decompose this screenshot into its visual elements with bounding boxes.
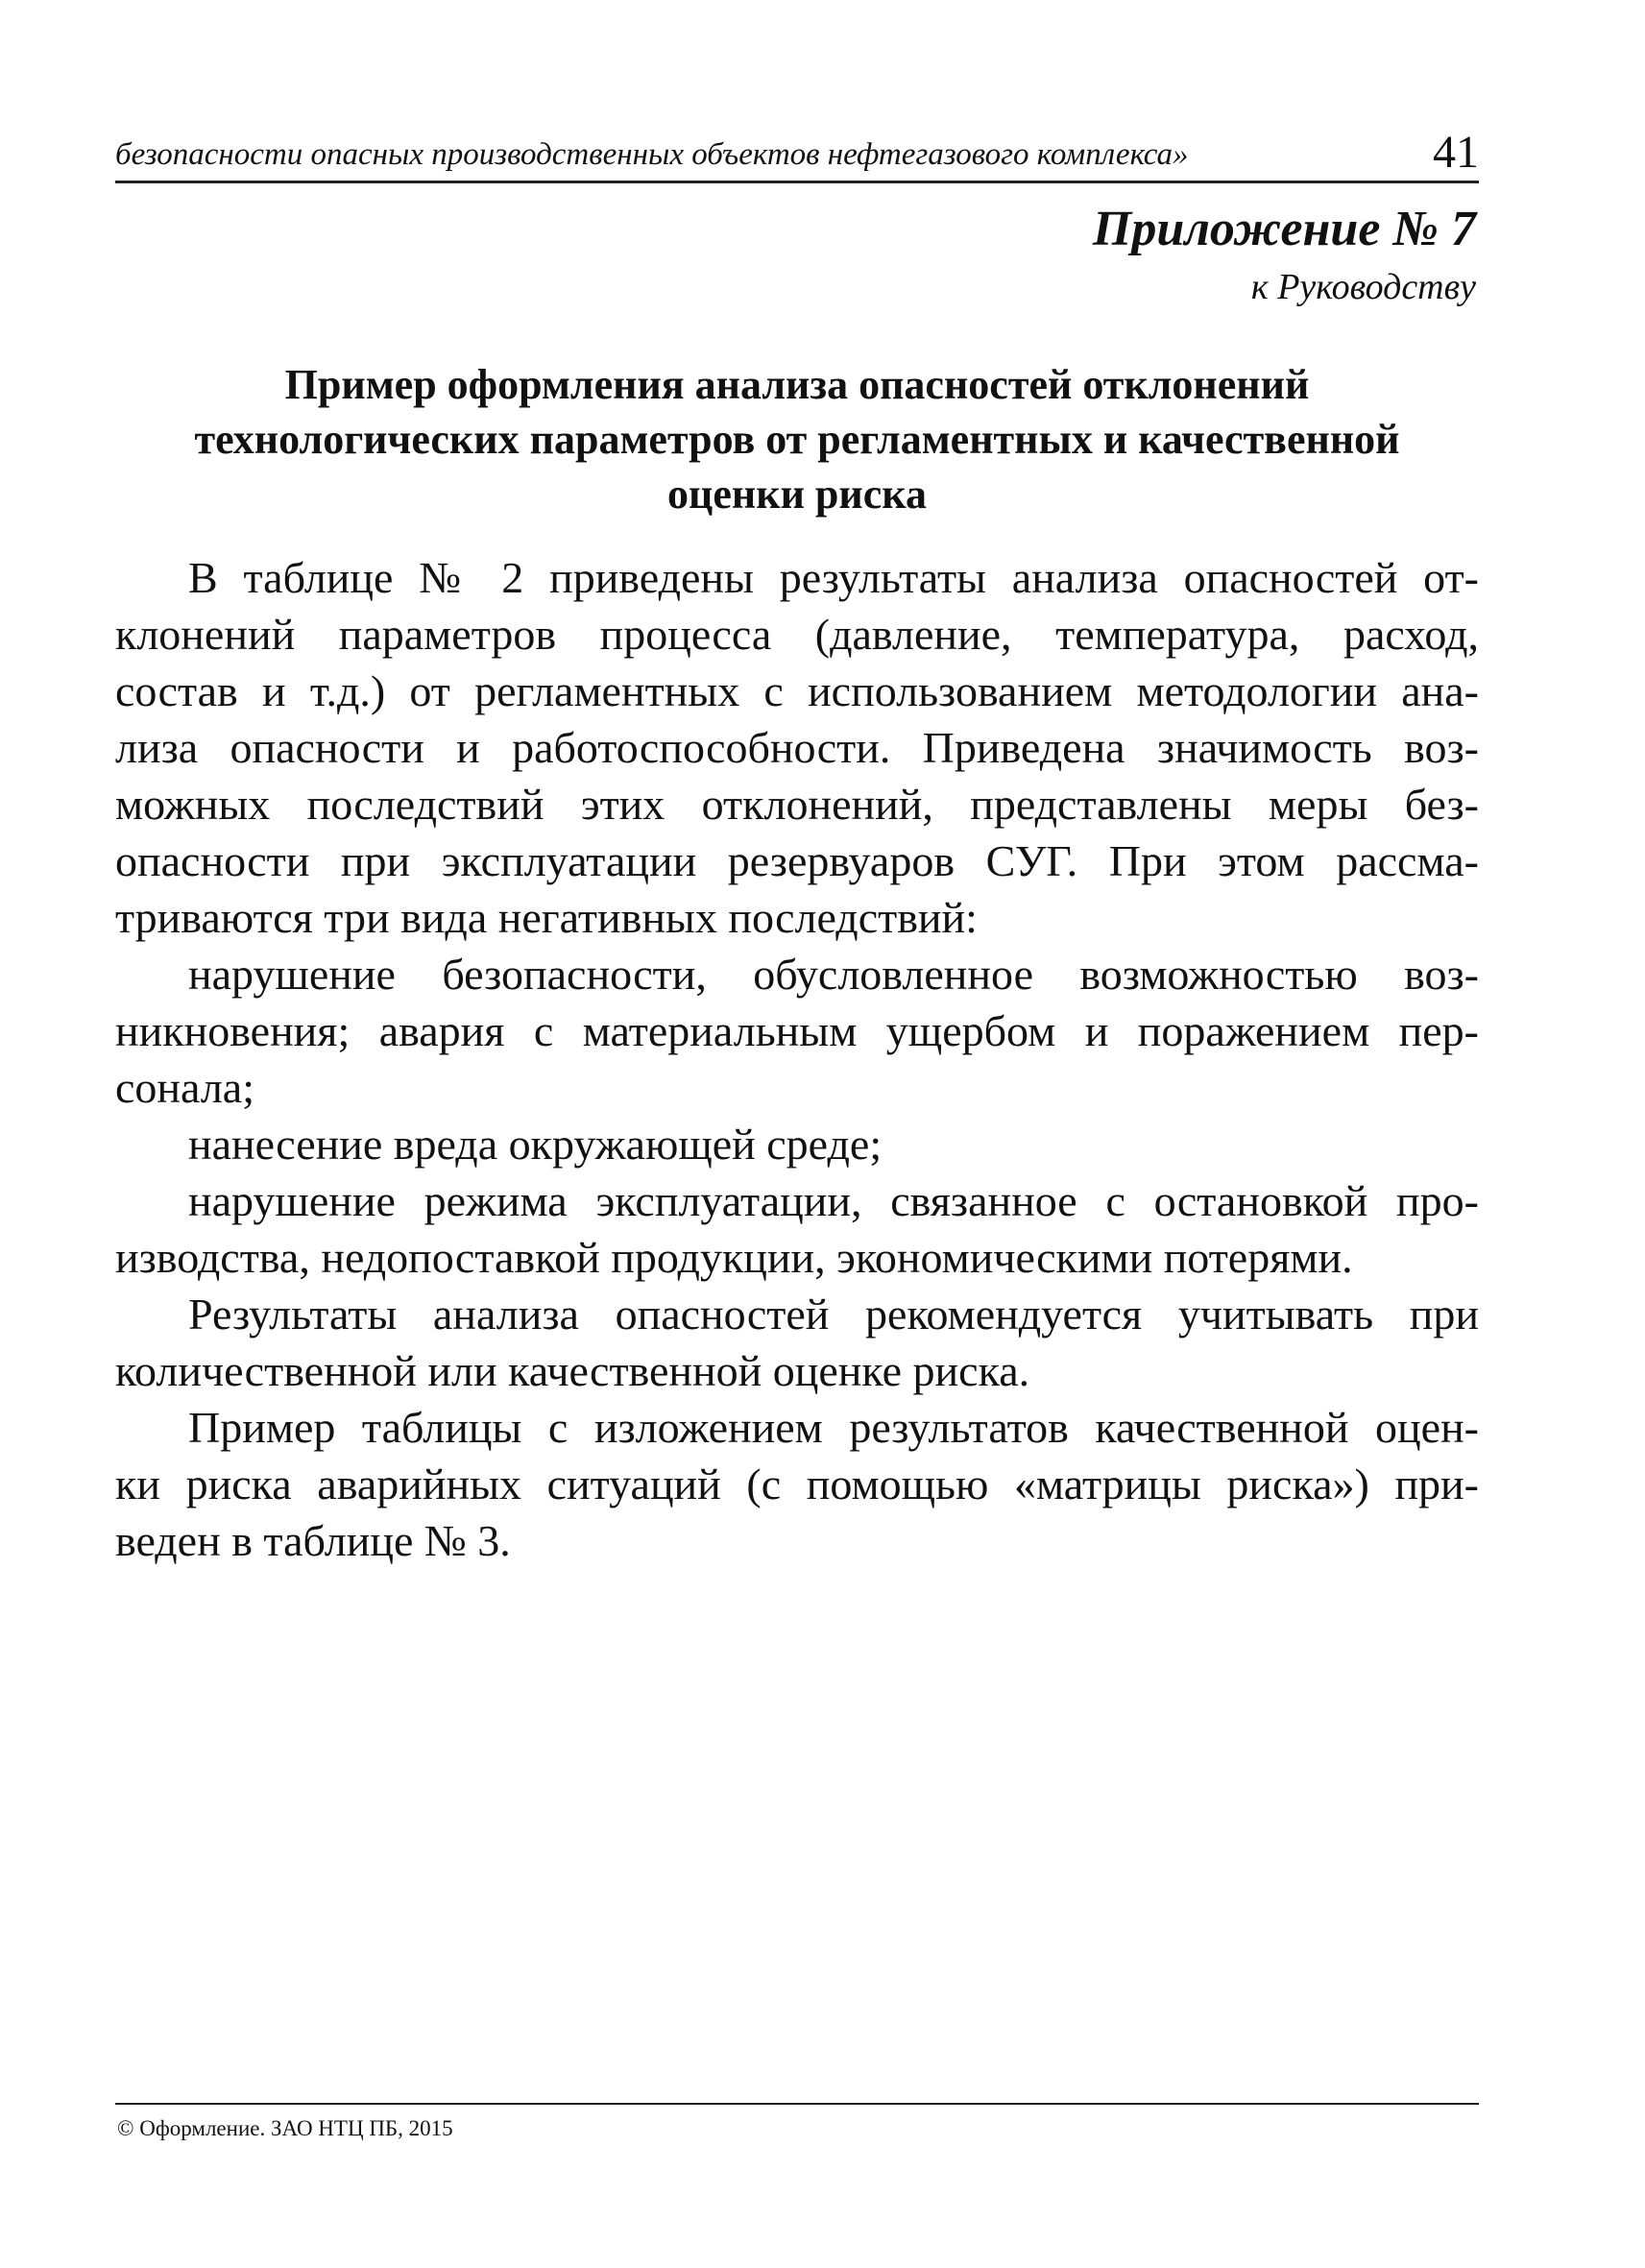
title-line: технологических параметров от регламентных и качественной <box>194 416 1400 463</box>
footer-divider <box>115 2103 1479 2105</box>
body-line: состав и т.д.) от регламентных с использованием методологии ана- <box>115 666 1479 715</box>
running-title: безопасности опасных производственных объектов нефтегазового комплекса» <box>115 137 1189 172</box>
body-text <box>115 549 1479 1569</box>
running-header <box>115 123 1479 183</box>
title-line: оценки риска <box>667 470 927 518</box>
body-line: количественной или качественной оценке риска. <box>115 1346 1030 1395</box>
title-line: Пример оформления анализа опасностей отклонений <box>284 361 1310 408</box>
body-line: изводства, недопоставкой продукции, экономическими потерями. <box>115 1233 1353 1282</box>
footer-copyright: © Оформление. ЗАО НТЦ ПБ, 2015 <box>117 2116 453 2140</box>
body-line: Пример таблицы с изложением результатов качественной оцен- <box>188 1403 1479 1452</box>
body-line: можных последствий этих отклонений, представлены меры без- <box>115 780 1479 829</box>
body-line: веден в таблице № 3. <box>115 1516 511 1565</box>
body-line: лиза опасности и работоспособности. Приведена значимость воз- <box>115 723 1479 772</box>
appendix-label <box>1093 198 1476 313</box>
body-line: триваются три вида негативных последствий: <box>115 893 978 942</box>
appendix-title: Приложение № 7 <box>1092 202 1476 256</box>
body-line: никновения; авария с материальным ущербом и поражением пер- <box>115 1006 1479 1055</box>
body-line: нарушение безопасности, обусловленное возможностью воз- <box>188 950 1479 999</box>
body-line: В таблице № 2 приведены результаты анализа опасностей от- <box>188 553 1479 602</box>
body-line: клонений параметров процесса (давление, температура, расход, <box>115 610 1479 659</box>
body-line: опасности при эксплуатации резервуаров СУГ. При этом рассма- <box>115 836 1479 885</box>
document-title <box>115 357 1479 521</box>
page-number: 41 <box>1433 127 1479 178</box>
body-line: нанесение вреда окружающей среде; <box>188 1120 883 1169</box>
appendix-subtitle: к Руководству <box>1250 267 1476 307</box>
body-line: нарушение режима эксплуатации, связанное с остановкой про- <box>188 1176 1479 1225</box>
body-line: ки риска аварийных ситуаций (с помощью «матрицы риска») при- <box>115 1460 1479 1508</box>
body-line: Результаты анализа опасностей рекомендуется учитывать при <box>188 1290 1479 1339</box>
body-line: сонала; <box>115 1063 255 1112</box>
